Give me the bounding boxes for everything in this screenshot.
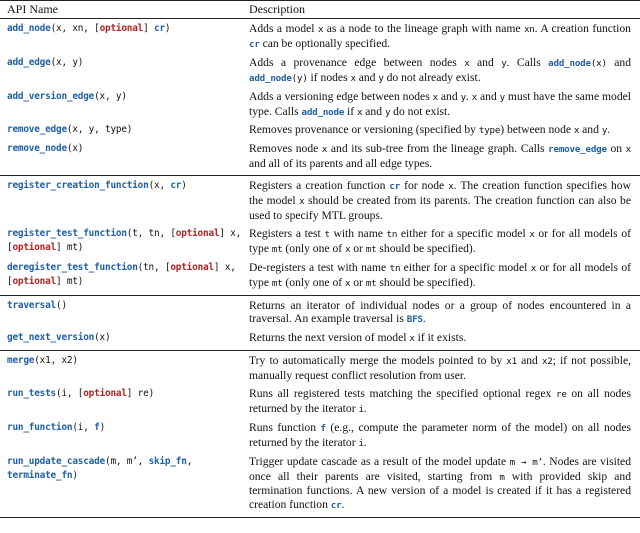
text-run: ] [143,23,155,34]
table-row [0,123,640,138]
row-group [0,176,640,294]
code-token: (x) [590,57,607,69]
text-run: either for a specific model [397,226,530,240]
text-run: and [579,123,602,137]
text-run: ) [181,180,187,192]
api-name-cell [0,331,249,346]
table-row [0,90,640,120]
function-name: remove_node [7,143,67,155]
code-token: y [460,91,466,103]
description-cell [249,227,635,257]
description-cell [249,22,635,52]
description-cell [249,331,635,346]
text-run: (x) [94,332,111,344]
description-cell [249,179,635,223]
text-run: with name [329,226,387,240]
api-name-cell [0,123,249,138]
text-run: and [516,354,542,368]
code-token: y [384,106,391,118]
text-run: and [437,89,461,103]
code-token: m [499,471,505,483]
text-run: for node [400,179,449,193]
text-run: and its sub-tree from the lineage graph. Calls [327,142,549,156]
code-token: x [529,228,535,240]
text-run: on all nodes returned by the iterator [249,387,631,415]
text-run: . [422,312,426,326]
text-run: (only one of [282,241,345,255]
header-api-name: API Name [7,1,58,16]
text-run: (x, xn, [ [50,23,100,34]
table-header [0,1,640,18]
function-name: run_update_cascade [7,455,105,467]
code-token: x2 [541,356,553,368]
text-run: as a node to the lineage graph with name [323,22,524,35]
text-run: and all of its parents and all edge types. [249,157,433,171]
code-token: (y) [291,72,308,84]
text-run: ) [72,469,78,481]
text-run: or for all models of type [249,260,631,289]
code-token: x [432,91,438,103]
text-run: Runs all registered tests matching the specified optional regex [249,387,556,401]
text-run: Adds a model [249,22,318,35]
function-name: add_node [7,23,51,34]
function-name: add_version_edge [7,90,95,102]
text-run: Trigger update cascade as a result of the model update [249,454,510,468]
code-token: i [358,437,364,449]
text-run: Removes provenance or versioning (specified by [249,123,479,137]
text-run: with provided skip and termination functions. A new version of a model is created if it has a registered creation function [249,469,632,512]
description-cell [249,123,635,138]
text-run: ] mt) [56,241,84,253]
api-name-cell [0,261,249,291]
text-run: . [363,401,367,415]
function-name: cr [170,180,182,192]
code-token: x [471,91,478,103]
table-row [0,455,640,514]
text-run: should be created from its parents. The creation function can also be used to specify MTL groups. [249,194,631,222]
text-run: (m, m’, [105,455,149,467]
text-run: Returns an iterator of individual nodes or a group of nodes encountered in a traversal. An example traversal is [249,298,631,326]
api-name-cell [0,299,249,328]
keyword-optional: optional [170,261,214,273]
function-name: run_function [7,421,73,433]
text-run: (i, [72,421,95,433]
text-run: Returns the next version of model [249,331,410,345]
keyword-optional: optional [99,23,144,34]
table-row [0,299,640,328]
row-group [0,19,640,175]
code-token: x [573,125,580,137]
function-name: register_creation_function [7,180,149,192]
text-run: . Nodes are visited once all their parents are visited, starting from [249,454,631,483]
code-token: mt [365,243,377,255]
code-token: mt [271,277,283,289]
text-run: (x, y) [94,90,127,102]
description-cell [249,354,635,383]
code-token: x [625,144,631,156]
function-name: get_next_version [7,332,95,344]
text-run: , [186,455,193,467]
text-run: on [606,142,626,156]
text-run: (only one of [282,275,345,289]
text-run: (t, tn, [ [126,227,176,239]
text-run: if [344,104,358,118]
api-name-cell [0,421,249,451]
text-run: ) [164,23,171,34]
code-token: x1 [506,356,517,368]
header-description: Description [249,1,305,16]
text-run: (x) [66,143,84,155]
code-token: x [321,144,328,156]
text-run: Registers a test [249,226,325,240]
text-run: should be specified). [376,275,476,289]
code-token: y [378,72,384,84]
row-group [0,296,640,351]
text-run: either for a specific model [400,260,531,274]
text-run: Removes node [249,142,322,156]
api-name-cell [0,387,249,417]
description-cell [249,387,635,417]
code-token: t [324,228,330,240]
text-run: . Calls [506,55,549,69]
api-name-cell [0,90,249,120]
text-run: ] x, [ [7,227,242,253]
function-name: cr [330,500,342,512]
text-run: (x, [148,180,171,192]
function-name: add_node [301,106,345,118]
text-run: and [355,70,379,84]
api-name-cell [0,455,249,514]
table-row [0,56,640,86]
code-token: i [358,403,364,415]
code-token: re [555,389,567,401]
api-name-cell [0,227,249,257]
table-row [0,331,640,346]
code-token: type [478,125,501,137]
code-token: x [345,277,351,289]
text-run: do not exist. [390,104,451,118]
text-run: or for all models of type [249,226,632,255]
function-name: BFS [406,314,423,326]
code-token: x [409,333,415,345]
function-name: cr [154,23,165,34]
code-token: mt [271,243,283,255]
table-row [0,227,640,257]
api-name-cell [0,354,249,383]
text-run: if it exists. [414,331,467,345]
text-run: Registers a creation function [249,179,390,193]
code-token: y [499,91,505,103]
text-run: do not already exist. [383,70,481,84]
text-run: or [350,275,366,289]
table-row [0,387,640,417]
function-name: register_test_function [7,227,127,239]
text-run: (tn, [ [137,261,171,273]
text-run: should be specified). [376,241,476,255]
code-token: x [448,181,454,193]
function-name: remove_edge [7,124,67,136]
table-row [0,354,640,383]
text-run: ) [99,421,106,433]
text-run: and [606,55,631,69]
description-cell [249,455,635,514]
text-run: ] mt) [56,275,84,287]
text-run: or [350,241,366,255]
description-cell [249,56,635,86]
code-token: x [530,262,537,274]
function-name: run_tests [7,388,56,400]
function-name: add_node [249,72,292,84]
text-run: and [362,104,385,118]
code-token: x [350,72,356,84]
table-row [0,142,640,171]
text-run: ; if not possible, manually request conflict resolution from user. [249,354,631,383]
code-token: xn [523,24,535,35]
function-name: traversal [7,299,56,311]
code-token: m → m’ [509,456,543,468]
text-run: De-registers a test with name [249,260,390,274]
text-run: Adds a versioning edge between nodes [249,89,433,103]
code-token: x [464,57,470,69]
table-row [0,22,640,52]
description-cell [249,421,635,451]
text-run: . [363,435,367,449]
function-name: f [94,421,100,433]
text-run: ) between node [500,123,574,137]
function-name: cr [249,38,260,50]
text-run: and [477,89,500,103]
text-run: . [341,498,345,512]
table-row [0,261,640,291]
function-name: add_edge [7,56,51,68]
api-name-cell [0,142,249,171]
text-run: (i, [ [56,388,84,400]
text-run: (x, y) [50,56,84,68]
keyword-optional: optional [12,241,57,253]
function-name: terminate_fn [7,469,73,481]
function-name: add_node [548,57,591,69]
text-run: ] re) [126,388,155,400]
description-cell [249,299,635,328]
text-run: Runs function [249,420,321,434]
row-group [0,351,640,517]
code-token: y [601,125,608,137]
function-name: remove_edge [548,144,607,156]
table-body [0,19,640,518]
code-token: x [317,24,324,35]
text-run: . [465,89,472,103]
code-token: x [299,196,305,208]
text-run: Try to automatically merge the models pointed to by [249,354,507,368]
text-run: . [607,123,611,137]
api-name-cell [0,56,249,86]
description-cell [249,142,635,171]
text-run: and [469,55,502,69]
keyword-optional: optional [175,227,220,239]
text-run: (x1, x2) [34,355,78,367]
code-token: tn [386,228,398,240]
text-run: . The creation function specifies how the model [249,179,631,208]
text-run: can be optionally specified. [259,36,391,50]
text-run: if nodes [307,70,351,84]
code-token: mt [365,277,377,289]
table-row [0,179,640,223]
text-run: must have the same model type. Calls [249,89,631,118]
function-name: deregister_test_function [7,261,138,273]
text-run: ] x, [ [7,261,236,287]
api-name-cell [0,22,249,52]
text-run: Adds a provenance edge between nodes [249,55,465,69]
function-name: merge [7,355,35,367]
description-cell [249,261,635,291]
bottom-rule [0,517,640,518]
text-run: . A creation function [534,22,631,35]
keyword-optional: optional [83,388,127,400]
text-run: () [56,299,67,311]
api-name-cell [0,179,249,223]
description-cell [249,90,635,120]
code-token: x [345,243,351,255]
text-run: (e.g., compute the parameter norm of the model) on all nodes returned by the iterator [249,420,632,449]
function-name: skip_fn [148,455,187,467]
keyword-optional: optional [12,275,57,287]
function-name: cr [389,181,401,193]
text-run: (x, y, type) [66,124,133,136]
code-token: x [357,106,363,118]
function-name: f [320,422,326,434]
code-token: tn [389,262,401,274]
code-token: y [501,57,507,69]
table-row [0,421,640,451]
